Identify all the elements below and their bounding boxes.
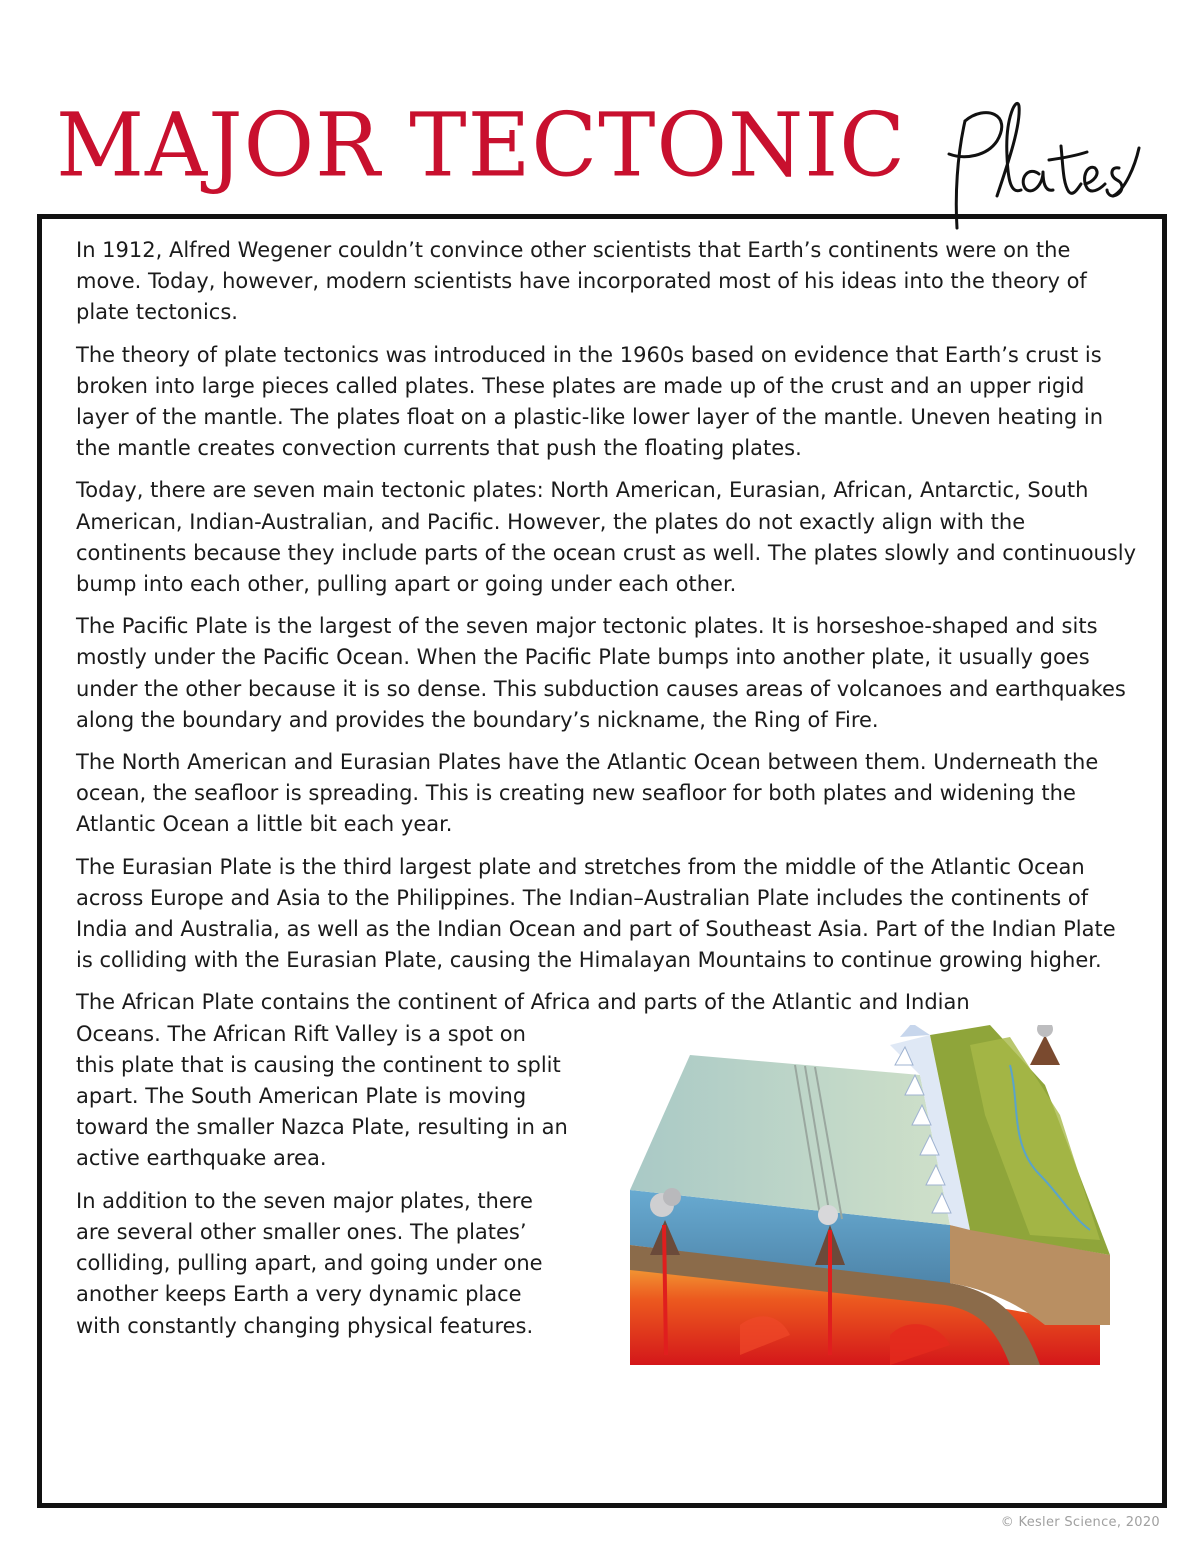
paragraph: The Pacific Plate is the largest of the seven major tectonic plates. It is horseshoe-shaped and sits mostly under the Pacific Ocean. When the Pacific Plate bumps into another plate, it usually goes under the other because it is so dense. This subduction causes areas of volcanoes and earthquakes along the boundary and provides the boundary’s nickname, the Ring of Fire. bbox=[76, 614, 1126, 732]
paragraph: In 1912, Alfred Wegener couldn’t convince other scientists that Earth’s continents were on the move. Today, however, modern scientists have incorporated most of his ideas into the theory of plate tectonics. bbox=[76, 238, 1087, 325]
copyright-footer: © Kesler Science, 2020 bbox=[1000, 1515, 1160, 1530]
page-header bbox=[0, 0, 1200, 220]
article-body bbox=[76, 235, 1138, 1365]
paragraph: Oceans. The African Rift Valley is a spot on this plate that is causing the continent to split apart. The South American Plate is moving toward the smaller Nazca Plate, resulting in an active earthquake area. bbox=[76, 1021, 568, 1171]
african-section bbox=[76, 987, 1138, 1341]
paragraph: In addition to the seven major plates, there are several other smaller ones. The plates’ colliding, pulling apart, and going under one another keeps Earth a very dynamic place with constantly changing physical features. bbox=[76, 1188, 543, 1338]
paragraph: The theory of plate tectonics was introduced in the 1960s based on evidence that Earth’s crust is broken into large pieces called plates. These plates are made up of the crust and an upper rigid layer of the mantle. The plates float on a plastic-like lower layer of the mantle. Uneven heating in the mantle creates convection currents that push the floating plates. bbox=[76, 342, 1104, 461]
content-frame bbox=[37, 214, 1167, 1508]
paragraph: The North American and Eurasian Plates have the Atlantic Ocean between them. Underneath the ocean, the seafloor is spreading. This is creating new seafloor for both plates and widening the Atlantic Ocean a little bit each year. bbox=[76, 750, 1099, 837]
page-title: MAJOR TECTONIC bbox=[56, 95, 907, 197]
paragraph: Today, there are seven main tectonic plates: North American, Eurasian, African, Antarctic, South American, Indian-Australian, and Pacific. However, the plates do not exactly align with the continents because they include parts of the ocean crust as well. The plates slowly and continuously bump into each other, pulling apart or going under each other. bbox=[76, 478, 1137, 597]
plate-boundary-illustration bbox=[590, 1025, 1150, 1365]
volcano-icon bbox=[1030, 1025, 1060, 1065]
paragraph-first-line: The African Plate contains the continent of Africa and parts of the Atlantic and Indian bbox=[76, 990, 970, 1015]
paragraph: The Eurasian Plate is the third largest plate and stretches from the middle of the Atlantic Ocean across Europe and Asia to the Philippines. The Indian–Australian Plate includes the continents of India and Australia, as well as the Indian Ocean and part of Southeast Asia. Part of the Indian Plate is colliding with the Eurasian Plate, causing the Himalayan Mountains to continue growing higher. bbox=[76, 854, 1116, 973]
